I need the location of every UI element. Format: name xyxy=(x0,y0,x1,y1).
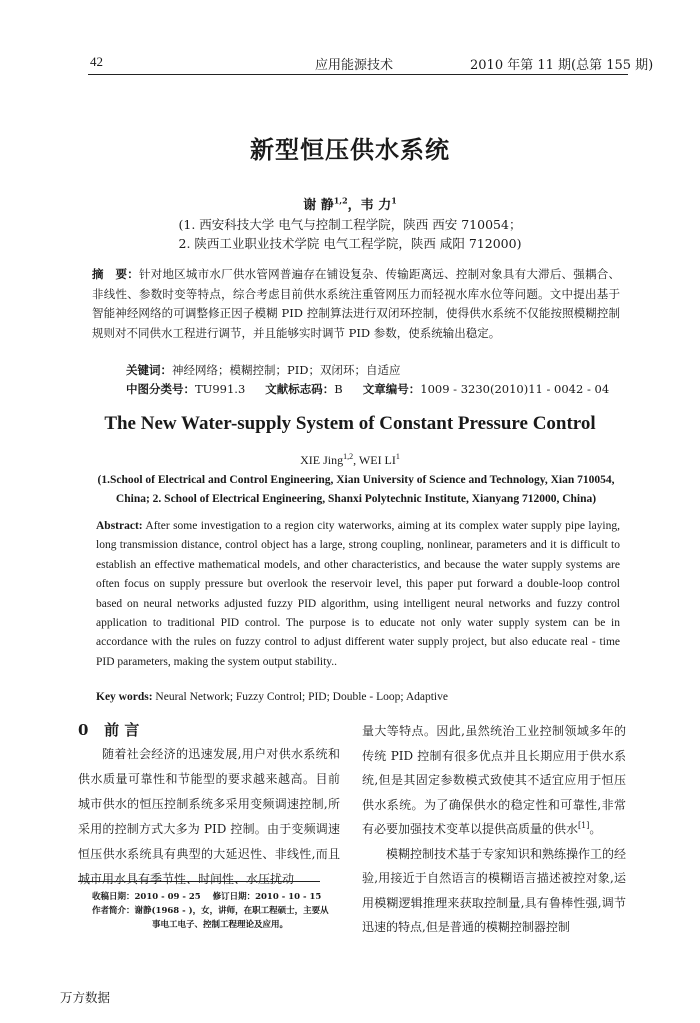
cn-abstract-label: 摘 要： xyxy=(92,267,139,281)
cn-keywords-text: 神经网络；模糊控制；PID；双闭环；自适应 xyxy=(172,363,401,377)
right-paragraph-1-text: 量大等特点。因此,虽然统治工业控制领域多年的传统 PID 控制有很多优点并且长期应用于供水系统,但是其固定参数模式致使其不适宜应用于恒压供水系统。为了确保供水的稳定性和可靠性,非常有必要加强技术变革以提供高质量的供水 xyxy=(362,724,626,836)
cn-abstract xyxy=(92,265,620,343)
en-title: The New Water-supply System of Constant Pressure Control xyxy=(104,413,596,434)
cn-authors: 谢 静$^{1,2}$，韦 力$^1$ xyxy=(303,195,397,213)
en-affiliations: (1.School of Electrical and Control Engineering, Xian University of Science and Technology, Xian 710054, China; 2. School of Electrical Engineering, Shanxi Polytechnic Institute, Xianyang 712000, China) xyxy=(97,474,615,505)
right-paragraph-2: 模糊控制技术基于专家知识和熟练操作工的经验,用接近于自然语言的模糊语言描述被控对象,运用模糊逻辑推理来获取控制量,具有鲁棒性强,调节迅速的特点,但是普通的模糊控制器控制 xyxy=(362,846,627,934)
cn-keywords xyxy=(126,361,401,379)
bio-label: 作者简介： xyxy=(92,906,135,916)
page-number: 42 xyxy=(90,54,103,69)
right-paragraph-1-end: 。 xyxy=(589,822,602,836)
en-abstract xyxy=(96,517,620,672)
citation: [1] xyxy=(578,821,590,830)
cn-affiliations xyxy=(0,215,700,253)
cn-class-label: 中图分类号： xyxy=(126,382,195,396)
journal-name: 应用能源技术 xyxy=(315,58,394,73)
en-authors: XIE Jing$^{1,2}$, WEI $LI^1$ xyxy=(300,452,400,467)
cn-author-2: 韦 力 xyxy=(360,198,392,213)
footnote-dates xyxy=(92,890,347,904)
cn-author-1-sup: 1,2 xyxy=(333,195,348,206)
section-title: 前 言 xyxy=(104,721,140,739)
cn-doc-value: B xyxy=(334,382,343,396)
cn-title: 新型恒压供水系统 xyxy=(250,135,450,164)
cn-keywords-label: 关键词： xyxy=(126,363,172,377)
cn-article-label: 文章编号： xyxy=(362,382,421,396)
cn-class-value: TU991.3 xyxy=(195,382,246,396)
section-heading xyxy=(78,719,139,740)
en-abstract-text: After some investigation to a region city waterworks, aiming at its complex water supply pipe laying, long transmission distance, control object has a large, strong coupling, nonlinear, parameters and it is difficult to establish an effective mathematical models, and other characteristics, and because the water supply systems are often focus on supply pressure but overlook the reservoir level, this paper put forward a double-loop control based on neural networks adjusted fuzzy PID algorithm, using intelligent neural networks and fuzzy control application to traditional PID control. The purpose is to educate not only water supply system can be in accordance with the rules on fuzzy control to adjust different water supply project, but also educate real - time PID parameters, making the system output stability.. xyxy=(96,520,620,668)
en-author-2: WEI LI xyxy=(358,453,396,467)
en-author-1: XIE Jing xyxy=(300,453,344,467)
cn-doc-label: 文献标志码： xyxy=(265,382,335,396)
bio-line-2: 事电工电子、控制工程理论及应用。 xyxy=(152,920,289,930)
revised-label: 修订日期： xyxy=(212,892,256,902)
cn-affiliation-2: 2. 陕西工业职业技术学院 电气工程学院，陕西 咸阳 712000) xyxy=(178,236,522,251)
header-rule xyxy=(88,74,628,75)
en-abstract-label: Abstract: xyxy=(96,520,143,532)
footnote xyxy=(92,890,347,932)
en-keywords xyxy=(96,688,620,706)
revised-date: 2010 - 10 - 15 xyxy=(255,892,322,902)
cn-article-value: 1009 - 3230(2010)11 - 0042 - 04 xyxy=(420,382,610,396)
en-keywords-text: Neural Network; Fuzzy Control; PID; Double - Loop; Adaptive xyxy=(155,691,448,703)
bio-line-1: 谢静(1968 - )，女，讲师，在职工程硕士，主要从 xyxy=(134,906,329,916)
received-date: 2010 - 09 - 25 xyxy=(134,892,201,902)
section-number: 0 xyxy=(78,721,89,739)
footnote-bio xyxy=(92,904,347,918)
cn-classification xyxy=(126,380,609,398)
cn-abstract-text: 针对地区城市水厂供水管网普遍存在铺设复杂、传输距离远、控制对象具有大滞后、强耦合、非线性、参数时变等特点，综合考虑目前供水系统注重管网压力而轻视水库水位等问题。文中提出基于智能神经网络的可调整修正因子模糊 PID 控制算法进行双闭环控制，使得供水系统不仅能按照模糊控制规则对不同供水工程进行调节，并且能够实时调节 PID 参数，使系统输出稳定。 xyxy=(92,267,621,340)
cn-author-2-sup: 1 xyxy=(391,195,397,206)
received-label: 收稿日期： xyxy=(92,892,135,902)
en-author-2-sup: 1 xyxy=(395,452,400,461)
footnote-rule xyxy=(78,881,320,882)
cn-author-1: 谢 静 xyxy=(303,198,334,213)
left-column-paragraph: 随着社会经济的迅速发展,用户对供水系统和供水质量可靠性和节能型的要求越来越高。目前城市供水的恒压控制系统多采用变频调速控制,所采用的控制方式大多为 PID 控制。由于变频调速恒压供水系统具有典型的大延迟性、非线性,而且城市用水具有季节性、时间性、水压扰动 xyxy=(78,747,340,886)
watermark: 万方数据 xyxy=(60,990,111,1005)
issue-info: 2010 年第 11 期(总第 155 期) xyxy=(470,58,654,73)
right-paragraph-1 xyxy=(362,719,626,842)
en-author-1-sup: 1,2 xyxy=(343,452,354,461)
cn-affiliation-1: (1. 西安科技大学 电气与控制工程学院，陕西 西安 710054； xyxy=(178,217,522,232)
right-column xyxy=(362,719,626,940)
en-keywords-label: Key words: xyxy=(96,691,153,703)
